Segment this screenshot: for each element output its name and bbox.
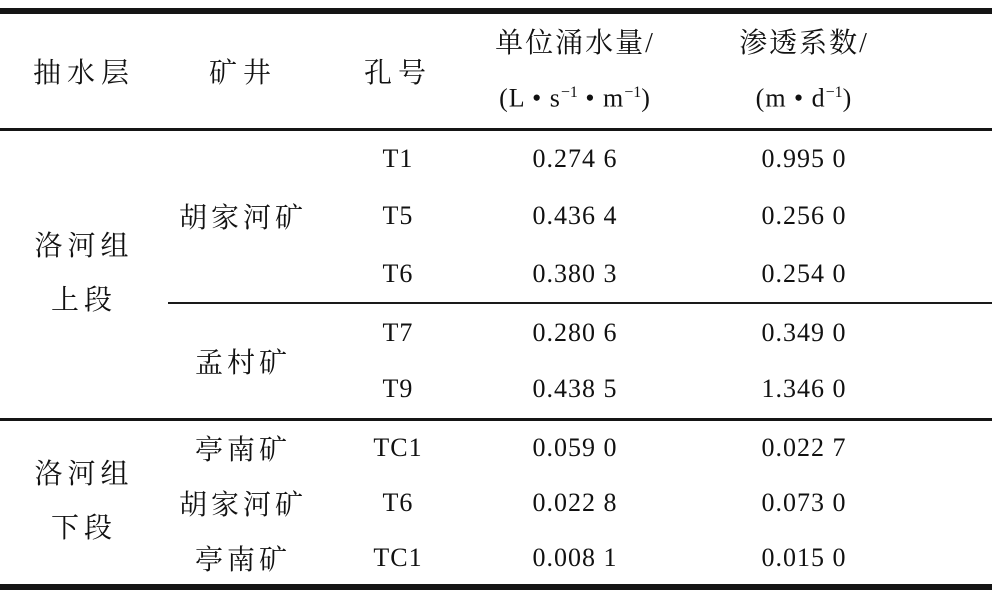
- permeability-cell: 0.015 0: [761, 542, 847, 572]
- inflow-cell: 0.059 0: [532, 432, 618, 462]
- layer-cell-lower: [0, 419, 168, 587]
- header-layer: 抽水层: [0, 11, 168, 129]
- header-hole: 孔号: [318, 11, 478, 129]
- permeability-cell: 0.995 0: [761, 143, 847, 173]
- inflow-cell: 0.436 4: [532, 201, 618, 230]
- mine-cell: 亭南矿: [194, 434, 291, 466]
- mine-cell: 亭南矿: [194, 544, 291, 576]
- inflow-unit-sup2: −1: [624, 83, 642, 101]
- header-inflow-title: 单位涌水量/: [495, 27, 655, 59]
- perm-unit-close: ): [842, 83, 853, 113]
- perm-unit-sup: −1: [825, 83, 843, 101]
- header-row: [0, 11, 992, 129]
- inflow-unit-sup1: −1: [560, 83, 578, 101]
- mine-cell: 胡家河矿: [168, 129, 318, 303]
- header-mine: 矿井: [168, 11, 318, 129]
- inflow-cell: 0.274 6: [532, 143, 618, 173]
- inflow-cell: 0.280 6: [532, 317, 618, 347]
- permeability-cell: 0.256 0: [761, 201, 847, 230]
- inflow-cell: 0.380 3: [478, 245, 672, 303]
- layer-line-2: 下段: [50, 513, 117, 545]
- table-row: [0, 419, 992, 475]
- permeability-cell: 1.346 0: [672, 361, 992, 419]
- permeability-cell: 0.349 0: [761, 317, 847, 347]
- pumping-test-table: [0, 8, 992, 590]
- inflow-unit-close: ): [641, 83, 651, 113]
- layer-cell-upper: [0, 129, 168, 419]
- hole-cell: T6: [318, 245, 478, 303]
- inflow-unit-open: (L • s: [499, 83, 561, 113]
- hole-cell: T6: [382, 488, 414, 517]
- header-permeability-title: 渗透系数/: [739, 27, 869, 59]
- layer-line-2: 上段: [50, 285, 117, 316]
- inflow-cell: 0.438 5: [478, 361, 672, 419]
- layer-line-1: 洛河组: [34, 459, 134, 491]
- layer-line-1: 洛河组: [34, 231, 134, 262]
- header-permeability: [672, 11, 992, 129]
- hole-cell: TC1: [373, 432, 423, 462]
- header-permeability-unit: [672, 69, 936, 123]
- table-body: [0, 129, 992, 587]
- header-inflow: [478, 11, 672, 129]
- hole-cell: TC1: [373, 542, 423, 572]
- permeability-cell: 0.022 7: [761, 432, 847, 462]
- inflow-cell: 0.022 8: [532, 488, 618, 517]
- inflow-cell: 0.008 1: [532, 542, 618, 572]
- hole-cell: T1: [382, 143, 414, 173]
- hole-cell: T7: [382, 317, 414, 347]
- table-row: [0, 129, 992, 187]
- inflow-unit-mid: • m: [577, 83, 625, 113]
- hole-cell: T9: [318, 361, 478, 419]
- mine-cell: 胡家河矿: [178, 490, 307, 521]
- header-inflow-unit: [478, 69, 672, 123]
- hole-cell: T5: [382, 201, 414, 230]
- mine-cell: 孟村矿: [168, 303, 318, 419]
- permeability-cell: 0.254 0: [672, 245, 992, 303]
- permeability-cell: 0.073 0: [761, 488, 847, 517]
- table-header: [0, 11, 992, 129]
- perm-unit-open: (m • d: [755, 83, 826, 113]
